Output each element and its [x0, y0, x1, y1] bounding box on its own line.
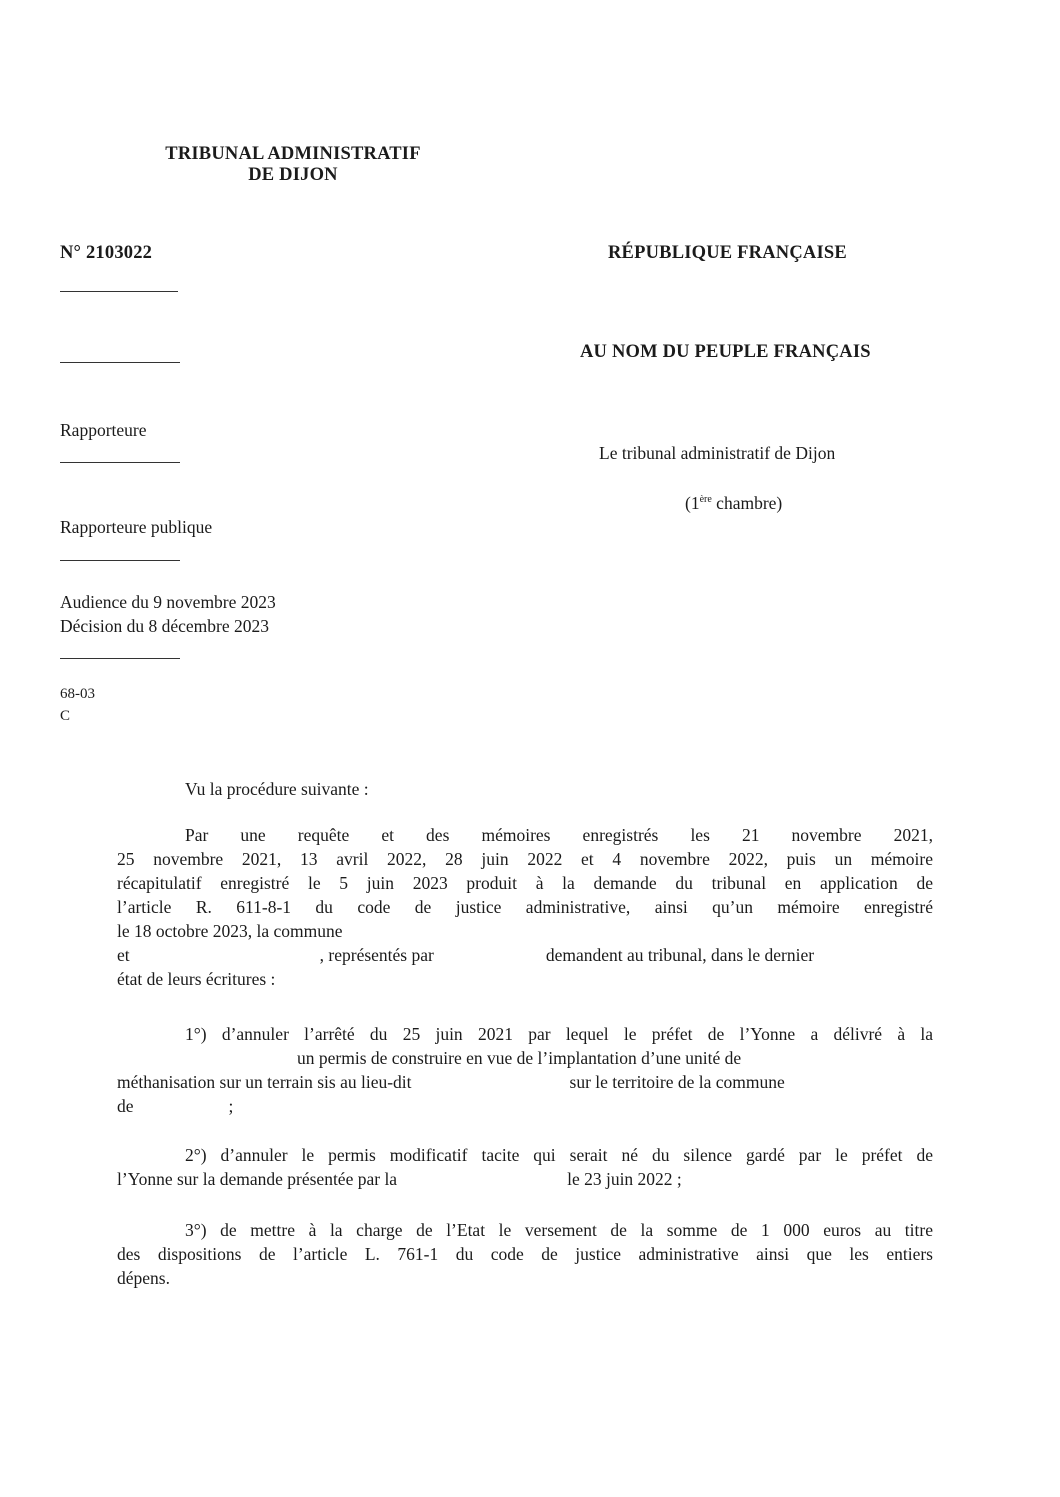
rapporteure-label: Rapporteure: [60, 420, 147, 440]
paragraph-line: [117, 1070, 933, 1094]
paragraph-line: des dispositions de l’article L. 761-1 du code de justice administrative ainsi que les entiers: [117, 1244, 933, 1264]
paragraph-line: [117, 1094, 933, 1118]
divider-rule: [60, 462, 180, 463]
classification-code: 68-03: [60, 686, 95, 702]
paragraph-fragment: méthanisation sur un terrain sis au lieu-dit: [117, 1072, 412, 1092]
rapporteure-publique-label: Rapporteure publique: [60, 517, 213, 537]
paragraph-line: 2°) d’annuler le permis modificatif tacite qui serait né du silence gardé par le préfet de: [185, 1145, 933, 1165]
paragraph-line: 1°) d’annuler l’arrêté du 25 juin 2021 par lequel le préfet de l’Yonne a délivré à la: [185, 1024, 933, 1044]
decision-date: Décision du 8 décembre 2023: [60, 616, 269, 636]
paragraph-line: 3°) de mettre à la charge de l’Etat le versement de la somme de 1 000 euros au titre: [185, 1220, 933, 1240]
chamber-sup: ère: [699, 494, 712, 506]
classification-letter: C: [60, 708, 71, 724]
paragraph-line: dépens.: [117, 1268, 170, 1288]
paragraph-line: [117, 943, 933, 967]
paragraph-fragment: , représentés par: [319, 945, 434, 965]
paragraph-fragment: l’Yonne sur la demande présentée par la: [117, 1169, 398, 1189]
paragraph-line: état de leurs écritures :: [117, 969, 276, 989]
dates-block: [60, 590, 276, 638]
paragraph-fragment: de: [117, 1096, 134, 1116]
divider-rule: [60, 362, 180, 363]
paragraph-line: récapitulatif enregistré le 5 juin 2023 produit à la demande du tribunal en application de: [117, 873, 933, 893]
divider-rule: [60, 291, 178, 292]
paragraph-fragment: et: [117, 945, 130, 965]
chamber-close: chambre): [711, 493, 783, 513]
paragraph-line: [117, 1167, 933, 1191]
court-name: [138, 144, 448, 186]
divider-rule: [60, 560, 180, 561]
paragraph-line: Par une requête et des mémoires enregistrés les 21 novembre 2021,: [185, 825, 933, 845]
claim-item-3: [117, 1218, 933, 1290]
paragraph-request: [117, 823, 933, 991]
claim-item-1: [117, 1022, 933, 1118]
chamber-line: [685, 490, 782, 516]
paragraph-fragment: ;: [228, 1096, 234, 1116]
procedure-heading: Vu la procédure suivante :: [185, 779, 369, 799]
chamber-open: (1: [685, 493, 700, 513]
court-name-line1: TRIBUNAL ADMINISTRATIF: [165, 144, 421, 164]
paragraph-line: l’article R. 611-8-1 du code de justice administrative, ainsi qu’un mémoire enregistré: [117, 897, 933, 917]
paragraph-line: le 18 octobre 2023, la commune: [117, 921, 343, 941]
paragraph-fragment: demandent au tribunal, dans le dernier: [545, 945, 815, 965]
case-number: N° 2103022: [60, 243, 153, 263]
classification-block: [60, 683, 95, 727]
republic-heading: RÉPUBLIQUE FRANÇAISE: [608, 243, 847, 263]
tribunal-line: Le tribunal administratif de Dijon: [599, 443, 836, 463]
paragraph-fragment: sur le territoire de la commune: [569, 1072, 785, 1092]
paragraph-fragment: le 23 juin 2022 ;: [567, 1169, 682, 1189]
au-nom-heading: AU NOM DU PEUPLE FRANÇAIS: [580, 342, 871, 362]
paragraph-line: 25 novembre 2021, 13 avril 2022, 28 juin 2022 et 4 novembre 2022, puis un mémoire: [117, 849, 933, 869]
claim-item-2: [117, 1143, 933, 1191]
divider-rule: [60, 658, 180, 659]
audience-date: Audience du 9 novembre 2023: [60, 592, 276, 612]
paragraph-line: un permis de construire en vue de l’implantation d’une unité de: [297, 1048, 742, 1068]
court-name-line2: DE DIJON: [248, 165, 338, 185]
